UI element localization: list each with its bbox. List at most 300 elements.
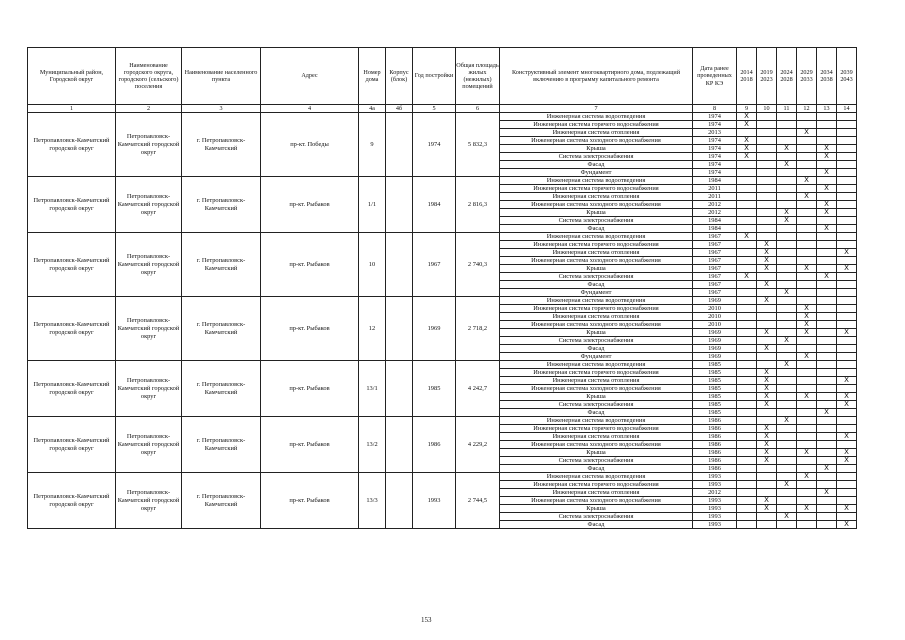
repair-mark: X (844, 400, 849, 408)
column-number: 10 (757, 105, 777, 113)
period-cell (777, 489, 797, 497)
period-cell (797, 401, 817, 409)
element-cell: Инженерная система водоотведения (500, 417, 693, 425)
period-cell (737, 321, 757, 329)
header-period-2039-2043: 2039 2043 (837, 48, 857, 105)
header-period-2014-2018: 2014 2018 (737, 48, 757, 105)
period-cell (757, 441, 777, 449)
prior-date-cell: 1967 (693, 273, 737, 281)
period-cell (757, 505, 777, 513)
period-cell (797, 449, 817, 457)
prior-date-cell: 1993 (693, 481, 737, 489)
period-cell (777, 321, 797, 329)
period-cell (737, 441, 757, 449)
repair-mark: X (744, 136, 749, 144)
prior-date-cell: 1967 (693, 241, 737, 249)
period-cell (817, 113, 837, 121)
period-cell (737, 273, 757, 281)
column-number-row (28, 105, 857, 113)
element-cell: Крыша (500, 449, 693, 457)
area-cell: 2 718,2 (456, 297, 500, 361)
period-cell (737, 449, 757, 457)
repair-mark: X (844, 248, 849, 256)
repair-mark: X (784, 288, 789, 296)
column-number: 8 (693, 105, 737, 113)
period-cell (817, 313, 837, 321)
repair-mark: X (824, 200, 829, 208)
period-cell (817, 337, 837, 345)
period-cell (757, 129, 777, 137)
element-cell: Крыша (500, 145, 693, 153)
period-cell (777, 385, 797, 393)
period-cell (817, 393, 837, 401)
period-cell (797, 513, 817, 521)
prior-date-cell: 1974 (693, 113, 737, 121)
house-number-cell: 13/2 (359, 417, 386, 473)
element-cell: Фасад (500, 281, 693, 289)
element-cell: Инженерная система холодного водоснабжения (500, 137, 693, 145)
prior-date-cell: 1974 (693, 153, 737, 161)
period-cell (737, 401, 757, 409)
municipality-cell: Петропавловск-Камчатский городской округ (28, 113, 116, 177)
element-cell: Фундамент (500, 353, 693, 361)
period-cell (757, 257, 777, 265)
element-cell: Фундамент (500, 289, 693, 297)
prior-date-cell: 1985 (693, 393, 737, 401)
period-cell (817, 169, 837, 177)
period-cell (837, 489, 857, 497)
prior-date-cell: 2011 (693, 193, 737, 201)
period-cell (797, 241, 817, 249)
repair-mark: X (764, 448, 769, 456)
period-cell (777, 201, 797, 209)
period-cell (777, 449, 797, 457)
period-cell (837, 473, 857, 481)
element-cell: Система электроснабжения (500, 153, 693, 161)
period-cell (777, 481, 797, 489)
period-cell (737, 225, 757, 233)
prior-date-cell: 1974 (693, 169, 737, 177)
element-cell: Фасад (500, 409, 693, 417)
period-cell (817, 481, 837, 489)
prior-date-cell: 2012 (693, 489, 737, 497)
element-cell: Инженерная система отопления (500, 193, 693, 201)
repair-mark: X (804, 128, 809, 136)
settlement-cell: Петропавловск-Камчатский городской округ (116, 297, 182, 361)
period-cell (737, 313, 757, 321)
settlement-cell: Петропавловск-Камчатский городской округ (116, 233, 182, 297)
repair-mark: X (824, 408, 829, 416)
repair-mark: X (824, 152, 829, 160)
repair-mark: X (804, 176, 809, 184)
prior-date-cell: 1986 (693, 457, 737, 465)
period-cell (817, 241, 837, 249)
period-cell (837, 305, 857, 313)
period-cell (837, 121, 857, 129)
area-cell: 2 740,3 (456, 233, 500, 297)
period-cell (737, 177, 757, 185)
period-cell (797, 521, 817, 529)
house-number-cell: 13/1 (359, 361, 386, 417)
header-period-2019-2023: 2019 2023 (757, 48, 777, 105)
period-cell (777, 185, 797, 193)
element-cell: Инженерная система холодного водоснабжения (500, 497, 693, 505)
period-cell (737, 345, 757, 353)
period-cell (737, 145, 757, 153)
period-cell (797, 321, 817, 329)
period-cell (817, 201, 837, 209)
period-cell (757, 345, 777, 353)
period-cell (777, 217, 797, 225)
period-cell (797, 201, 817, 209)
period-cell (797, 353, 817, 361)
prior-date-cell: 1984 (693, 177, 737, 185)
repair-mark: X (744, 272, 749, 280)
repair-mark: X (844, 504, 849, 512)
period-cell (757, 121, 777, 129)
prior-date-cell: 1993 (693, 497, 737, 505)
table-row (28, 113, 857, 121)
period-cell (797, 457, 817, 465)
house-number-cell: 12 (359, 297, 386, 361)
period-cell (797, 233, 817, 241)
period-cell (777, 241, 797, 249)
period-cell (757, 305, 777, 313)
page-number: 153 (421, 616, 432, 624)
prior-date-cell: 2010 (693, 305, 737, 313)
column-number: 12 (797, 105, 817, 113)
address-cell: пр-кт. Рыбаков (261, 473, 359, 529)
element-cell: Фундамент (500, 169, 693, 177)
period-cell (737, 369, 757, 377)
locality-cell: г. Петропавловск-Камчатский (182, 361, 261, 417)
period-cell (757, 313, 777, 321)
repair-mark: X (804, 304, 809, 312)
repair-mark: X (844, 264, 849, 272)
period-cell (757, 425, 777, 433)
period-cell (837, 345, 857, 353)
period-cell (757, 409, 777, 417)
column-number: 3 (182, 105, 261, 113)
repair-mark: X (744, 152, 749, 160)
header-building: Корпус (блок) (386, 48, 413, 105)
period-cell (757, 473, 777, 481)
period-cell (777, 313, 797, 321)
element-cell: Инженерная система горячего водоснабжения (500, 369, 693, 377)
period-cell (837, 369, 857, 377)
address-cell: пр-кт. Рыбаков (261, 177, 359, 233)
period-cell (837, 329, 857, 337)
area-cell: 4 242,7 (456, 361, 500, 417)
period-cell (757, 217, 777, 225)
period-cell (757, 377, 777, 385)
period-cell (817, 441, 837, 449)
building-cell (386, 473, 413, 529)
period-cell (837, 249, 857, 257)
period-cell (837, 297, 857, 305)
period-cell (837, 209, 857, 217)
table-row (28, 361, 857, 369)
period-cell (817, 473, 837, 481)
period-cell (737, 433, 757, 441)
period-cell (777, 121, 797, 129)
period-cell (777, 153, 797, 161)
period-cell (837, 505, 857, 513)
period-cell (817, 273, 837, 281)
period-cell (757, 489, 777, 497)
period-cell (817, 121, 837, 129)
address-cell: пр-кт. Рыбаков (261, 233, 359, 297)
period-cell (757, 289, 777, 297)
repair-mark: X (764, 424, 769, 432)
period-cell (737, 265, 757, 273)
repair-mark: X (784, 512, 789, 520)
period-cell (777, 161, 797, 169)
element-cell: Инженерная система водоотведения (500, 233, 693, 241)
period-cell (737, 465, 757, 473)
period-cell (817, 217, 837, 225)
element-cell: Инженерная система горячего водоснабжения (500, 481, 693, 489)
locality-cell: г. Петропавловск-Камчатский (182, 473, 261, 529)
period-cell (837, 433, 857, 441)
prior-date-cell: 1969 (693, 345, 737, 353)
period-cell (837, 161, 857, 169)
table-row (28, 177, 857, 185)
period-cell (837, 449, 857, 457)
period-cell (837, 137, 857, 145)
period-cell (837, 169, 857, 177)
repair-mark: X (824, 464, 829, 472)
prior-date-cell: 1986 (693, 441, 737, 449)
element-cell: Система электроснабжения (500, 513, 693, 521)
period-cell (737, 297, 757, 305)
period-cell (757, 353, 777, 361)
period-cell (797, 289, 817, 297)
period-cell (737, 385, 757, 393)
period-cell (777, 305, 797, 313)
period-cell (837, 497, 857, 505)
period-cell (777, 433, 797, 441)
prior-date-cell: 1993 (693, 521, 737, 529)
repair-mark: X (764, 400, 769, 408)
element-cell: Крыша (500, 329, 693, 337)
period-cell (737, 377, 757, 385)
period-cell (797, 377, 817, 385)
prior-date-cell: 1984 (693, 225, 737, 233)
repair-mark: X (804, 328, 809, 336)
period-cell (817, 161, 837, 169)
period-cell (777, 425, 797, 433)
element-cell: Инженерная система водоотведения (500, 177, 693, 185)
repair-mark: X (784, 144, 789, 152)
period-cell (737, 305, 757, 313)
house-number-cell: 13/3 (359, 473, 386, 529)
element-cell: Система электроснабжения (500, 457, 693, 465)
period-cell (757, 233, 777, 241)
prior-date-cell: 2010 (693, 321, 737, 329)
period-cell (817, 225, 837, 233)
element-cell: Крыша (500, 393, 693, 401)
period-cell (757, 497, 777, 505)
period-cell (737, 409, 757, 417)
prior-date-cell: 1967 (693, 257, 737, 265)
period-cell (777, 497, 797, 505)
period-cell (777, 361, 797, 369)
prior-date-cell: 1985 (693, 361, 737, 369)
prior-date-cell: 1986 (693, 465, 737, 473)
header-period-2034-2038: 2034 2038 (817, 48, 837, 105)
house-number-cell: 10 (359, 233, 386, 297)
period-cell (757, 449, 777, 457)
period-cell (797, 305, 817, 313)
period-cell (757, 417, 777, 425)
period-cell (737, 209, 757, 217)
period-cell (777, 513, 797, 521)
repair-mark: X (744, 112, 749, 120)
year-built-cell: 1967 (413, 233, 456, 297)
period-cell (837, 153, 857, 161)
building-cell (386, 417, 413, 473)
period-cell (837, 337, 857, 345)
settlement-cell: Петропавловск-Камчатский городской округ (116, 113, 182, 177)
prior-date-cell: 1974 (693, 145, 737, 153)
period-cell (737, 289, 757, 297)
period-cell (837, 441, 857, 449)
period-cell (757, 297, 777, 305)
repair-mark: X (824, 144, 829, 152)
period-cell (757, 241, 777, 249)
period-cell (817, 193, 837, 201)
year-built-cell: 1993 (413, 473, 456, 529)
element-cell: Фасад (500, 521, 693, 529)
element-cell: Фасад (500, 465, 693, 473)
repair-mark: X (844, 520, 849, 528)
address-cell: пр-кт. Победы (261, 113, 359, 177)
period-cell (797, 497, 817, 505)
period-cell (797, 257, 817, 265)
period-cell (837, 241, 857, 249)
period-cell (757, 321, 777, 329)
element-cell: Инженерная система водоотведения (500, 473, 693, 481)
repair-mark: X (764, 296, 769, 304)
column-number: 2 (116, 105, 182, 113)
building-cell (386, 361, 413, 417)
element-cell: Крыша (500, 265, 693, 273)
repair-mark: X (804, 264, 809, 272)
prior-date-cell: 1969 (693, 297, 737, 305)
element-cell: Инженерная система водоотведения (500, 113, 693, 121)
municipality-cell: Петропавловск-Камчатский городской округ (28, 233, 116, 297)
period-cell (757, 249, 777, 257)
repair-mark: X (764, 368, 769, 376)
header-settlement: Наименование городского округа, городского (сельского) поселения (116, 48, 182, 105)
period-cell (817, 145, 837, 153)
period-cell (797, 161, 817, 169)
header-year-built: Год постройки (413, 48, 456, 105)
period-cell (817, 433, 837, 441)
period-cell (757, 401, 777, 409)
period-cell (797, 265, 817, 273)
period-cell (757, 465, 777, 473)
element-cell: Инженерная система холодного водоснабжения (500, 441, 693, 449)
prior-date-cell: 1967 (693, 265, 737, 273)
element-cell: Инженерная система горячего водоснабжения (500, 425, 693, 433)
element-cell: Инженерная система холодного водоснабжения (500, 321, 693, 329)
element-cell: Система электроснабжения (500, 337, 693, 345)
period-cell (777, 129, 797, 137)
element-cell: Инженерная система отопления (500, 313, 693, 321)
period-cell (817, 377, 837, 385)
period-cell (817, 177, 837, 185)
prior-date-cell: 2011 (693, 185, 737, 193)
period-cell (797, 473, 817, 481)
repair-mark: X (844, 328, 849, 336)
building-cell (386, 177, 413, 233)
prior-date-cell: 1967 (693, 233, 737, 241)
period-cell (797, 425, 817, 433)
repair-mark: X (764, 256, 769, 264)
repair-mark: X (784, 360, 789, 368)
repair-mark: X (824, 224, 829, 232)
period-cell (777, 417, 797, 425)
period-cell (837, 113, 857, 121)
period-cell (777, 409, 797, 417)
repair-mark: X (784, 216, 789, 224)
period-cell (757, 153, 777, 161)
period-cell (737, 281, 757, 289)
column-number: 9 (737, 105, 757, 113)
municipality-cell: Петропавловск-Камчатский городской округ (28, 473, 116, 529)
period-cell (837, 257, 857, 265)
prior-date-cell: 1967 (693, 289, 737, 297)
period-cell (817, 521, 837, 529)
period-cell (817, 233, 837, 241)
period-cell (757, 161, 777, 169)
year-built-cell: 1969 (413, 297, 456, 361)
period-cell (797, 193, 817, 201)
period-cell (797, 329, 817, 337)
period-cell (837, 377, 857, 385)
period-cell (837, 273, 857, 281)
period-cell (817, 409, 837, 417)
repair-mark: X (804, 392, 809, 400)
period-cell (817, 361, 837, 369)
period-cell (837, 265, 857, 273)
period-cell (817, 497, 837, 505)
repair-mark: X (764, 456, 769, 464)
prior-date-cell: 2013 (693, 129, 737, 137)
period-cell (797, 385, 817, 393)
locality-cell: г. Петропавловск-Камчатский (182, 297, 261, 361)
period-cell (817, 249, 837, 257)
header-address: Адрес (261, 48, 359, 105)
period-cell (797, 185, 817, 193)
prior-date-cell: 1993 (693, 505, 737, 513)
period-cell (817, 329, 837, 337)
period-cell (837, 401, 857, 409)
settlement-cell: Петропавловск-Камчатский городской округ (116, 361, 182, 417)
repair-mark: X (844, 432, 849, 440)
prior-date-cell: 1969 (693, 329, 737, 337)
area-cell: 2 816,3 (456, 177, 500, 233)
period-cell (797, 465, 817, 473)
prior-date-cell: 1985 (693, 385, 737, 393)
period-cell (757, 433, 777, 441)
period-cell (817, 369, 837, 377)
repair-mark: X (804, 448, 809, 456)
address-cell: пр-кт. Рыбаков (261, 417, 359, 473)
prior-date-cell: 1974 (693, 137, 737, 145)
